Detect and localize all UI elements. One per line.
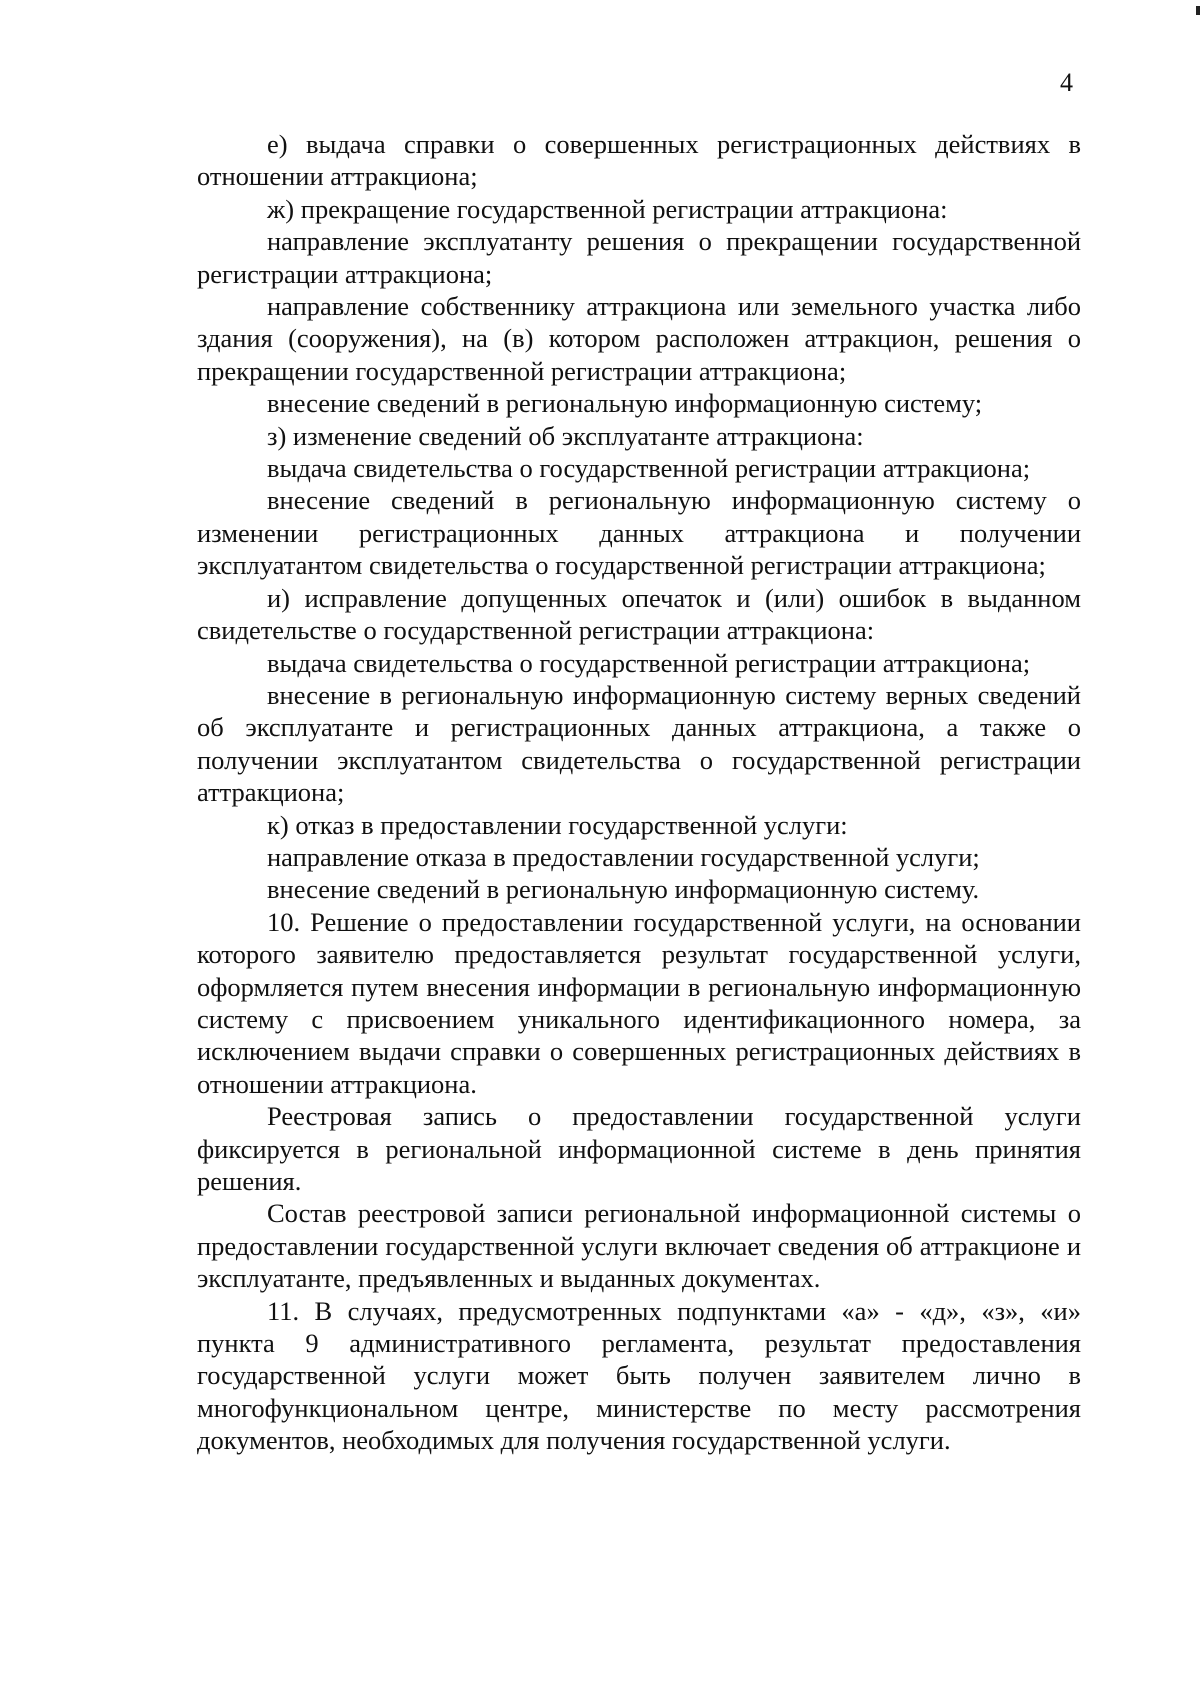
paragraph: 11. В случаях, предусмотренных подпунктами «а» - «д», «з», «и» пункта 9 административного регламента, результат предоставления государственной услуги может быть получен заявителем лично в многофункциональном центре, министерстве по месту рассмотрения документов, необходимых для получения государственной услуги. [197, 1295, 1081, 1456]
paragraph: выдача свидетельства о государственной регистрации аттракциона; [267, 647, 1031, 678]
paragraph: направление собственнику аттракциона или земельного участка либо здания (сооружения), на (в) котором расположен аттракцион, решения о прекращении государственной регистрации аттракциона; [197, 291, 1081, 386]
paragraph: направление отказа в предоставлении государственной услуги; [267, 841, 980, 872]
paragraph: е) выдача справки о совершенных регистрационных действиях в отношении аттракциона; [197, 129, 1081, 192]
scan-artifact-mark [1196, 6, 1200, 15]
page-number: 4 [1060, 68, 1073, 97]
document-body [197, 128, 1081, 1457]
paragraph: внесение сведений в региональную информационную систему о изменении регистрационных данных аттракциона и получении эксплуатантом свидетельства о государственной регистрации аттракциона; [197, 485, 1081, 581]
paragraph: внесение сведений в региональную информационную систему. [267, 874, 980, 905]
paragraph: внесение в региональную информационную систему верных сведений об эксплуатанте и регистрационных данных аттракциона, а также о получении эксплуатантом свидетельства о государственной регистрации аттракциона; [197, 679, 1081, 808]
paragraph: з) изменение сведений об эксплуатанте аттракциона: [267, 420, 864, 451]
paragraph: внесение сведений в региональную информационную систему; [267, 388, 983, 419]
paragraph: выдача свидетельства о государственной регистрации аттракциона; [267, 453, 1031, 484]
paragraph: ж) прекращение государственной регистрации аттракциона: [267, 193, 948, 224]
paragraph: Состав реестровой записи региональной информационной системы о предоставлении государственной услуги включает сведения об аттракционе и эксплуатанте, предъявленных и выданных документах. [197, 1198, 1081, 1294]
paragraph: направление эксплуатанту решения о прекращении государственной регистрации аттракциона; [197, 226, 1081, 289]
paragraph: 10. Решение о предоставлении государственной услуги, на основании которого заявителю предоставляется результат государственной услуги, оформляется путем внесения информации в региональную информационную систему с присвоением уникального идентификационного номера, за исключением выдачи справки о совершенных регистрационных действиях в отношении аттракциона. [197, 906, 1081, 1099]
paragraph: Реестровая запись о предоставлении государственной услуги фиксируется в региональной информационной системе в день принятия решения. [197, 1101, 1081, 1196]
paragraph: к) отказ в предоставлении государственной услуги: [267, 809, 848, 840]
paragraph: и) исправление допущенных опечаток и (или) ошибок в выданном свидетельстве о государственной регистрации аттракциона: [197, 582, 1081, 646]
